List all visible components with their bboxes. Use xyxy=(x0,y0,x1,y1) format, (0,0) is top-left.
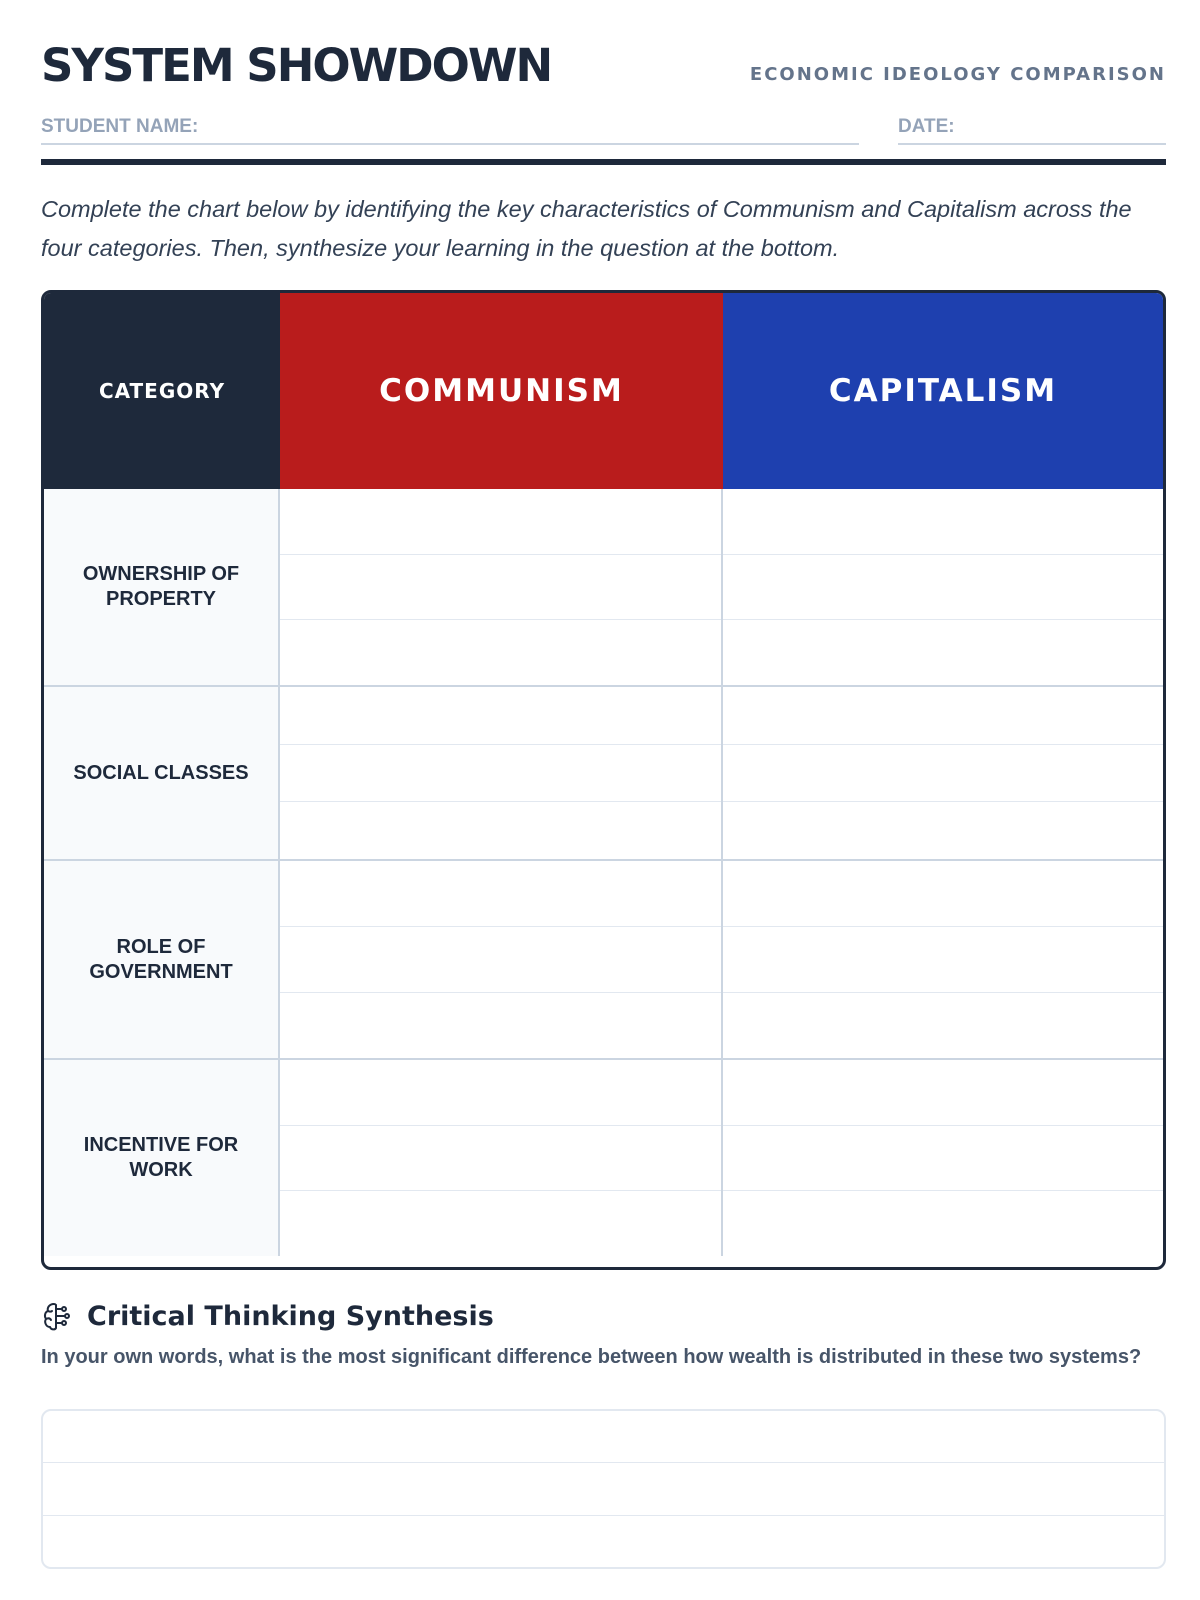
date-label: DATE: xyxy=(898,116,955,137)
worksheet-header xyxy=(41,0,1166,165)
synthesis-title: Critical Thinking Synthesis xyxy=(87,1300,494,1332)
chart-header-row xyxy=(44,293,1163,489)
category-label: OWNERSHIP OF PROPERTY xyxy=(44,489,280,685)
student-name-field[interactable] xyxy=(41,113,859,145)
answer-line[interactable] xyxy=(280,861,721,926)
capitalism-answer-cell[interactable] xyxy=(723,861,1163,1058)
brain-icon xyxy=(41,1299,75,1333)
answer-line[interactable] xyxy=(723,744,1163,802)
answer-line[interactable] xyxy=(280,1125,721,1191)
answer-line[interactable] xyxy=(280,554,721,620)
worksheet-title: SYSTEM SHOWDOWN xyxy=(41,39,552,92)
answer-line[interactable] xyxy=(723,1125,1163,1191)
answer-line[interactable] xyxy=(280,489,721,554)
column-header-capitalism: CAPITALISM xyxy=(723,293,1163,489)
communism-answer-cell[interactable] xyxy=(280,489,723,685)
answer-line[interactable] xyxy=(723,992,1163,1058)
communism-answer-cell[interactable] xyxy=(280,861,723,1058)
answer-line[interactable] xyxy=(723,619,1163,685)
answer-line[interactable] xyxy=(43,1515,1164,1567)
category-label: ROLE OF GOVERNMENT xyxy=(44,861,280,1058)
table-row xyxy=(44,859,1163,1058)
instructions-text: Complete the chart below by identifying the key characteristics of Communism and Capitalism across the four categories. Then, synthesize your learning in the question at the bottom. xyxy=(41,196,1132,261)
answer-line[interactable] xyxy=(723,1190,1163,1256)
worksheet-subtitle: ECONOMIC IDEOLOGY COMPARISON xyxy=(749,64,1166,85)
synthesis-header xyxy=(41,1298,494,1334)
answer-line[interactable] xyxy=(280,1190,721,1256)
answer-line[interactable] xyxy=(723,687,1163,744)
answer-line[interactable] xyxy=(280,801,721,859)
table-row xyxy=(44,685,1163,859)
answer-line[interactable] xyxy=(280,926,721,992)
answer-line[interactable] xyxy=(723,1060,1163,1125)
answer-line[interactable] xyxy=(723,926,1163,992)
category-label: SOCIAL CLASSES xyxy=(44,687,280,859)
column-header-category: CATEGORY xyxy=(44,293,280,489)
answer-line[interactable] xyxy=(43,1462,1164,1514)
answer-line[interactable] xyxy=(723,554,1163,620)
communism-answer-cell[interactable] xyxy=(280,687,723,859)
answer-line[interactable] xyxy=(43,1411,1164,1462)
capitalism-answer-cell[interactable] xyxy=(723,687,1163,859)
answer-line[interactable] xyxy=(280,992,721,1058)
student-name-label: STUDENT NAME: xyxy=(41,116,199,137)
answer-line[interactable] xyxy=(723,489,1163,554)
table-row xyxy=(44,489,1163,685)
synthesis-question: In your own words, what is the most significant difference between how wealth is distributed in these two systems? xyxy=(41,1346,1142,1368)
answer-line[interactable] xyxy=(280,687,721,744)
comparison-chart xyxy=(41,290,1166,1270)
answer-line[interactable] xyxy=(280,1060,721,1125)
answer-line[interactable] xyxy=(280,744,721,802)
capitalism-answer-cell[interactable] xyxy=(723,489,1163,685)
date-field[interactable] xyxy=(898,113,1166,145)
category-label: INCENTIVE FOR WORK xyxy=(44,1060,280,1256)
worksheet-page xyxy=(41,0,1166,1368)
answer-line[interactable] xyxy=(723,801,1163,859)
header-divider xyxy=(41,159,1166,165)
column-header-communism: COMMUNISM xyxy=(280,293,723,489)
answer-line[interactable] xyxy=(280,619,721,685)
capitalism-answer-cell[interactable] xyxy=(723,1060,1163,1256)
answer-line[interactable] xyxy=(723,861,1163,926)
communism-answer-cell[interactable] xyxy=(280,1060,723,1256)
table-row xyxy=(44,1058,1163,1256)
synthesis-answer-box[interactable] xyxy=(41,1409,1166,1569)
